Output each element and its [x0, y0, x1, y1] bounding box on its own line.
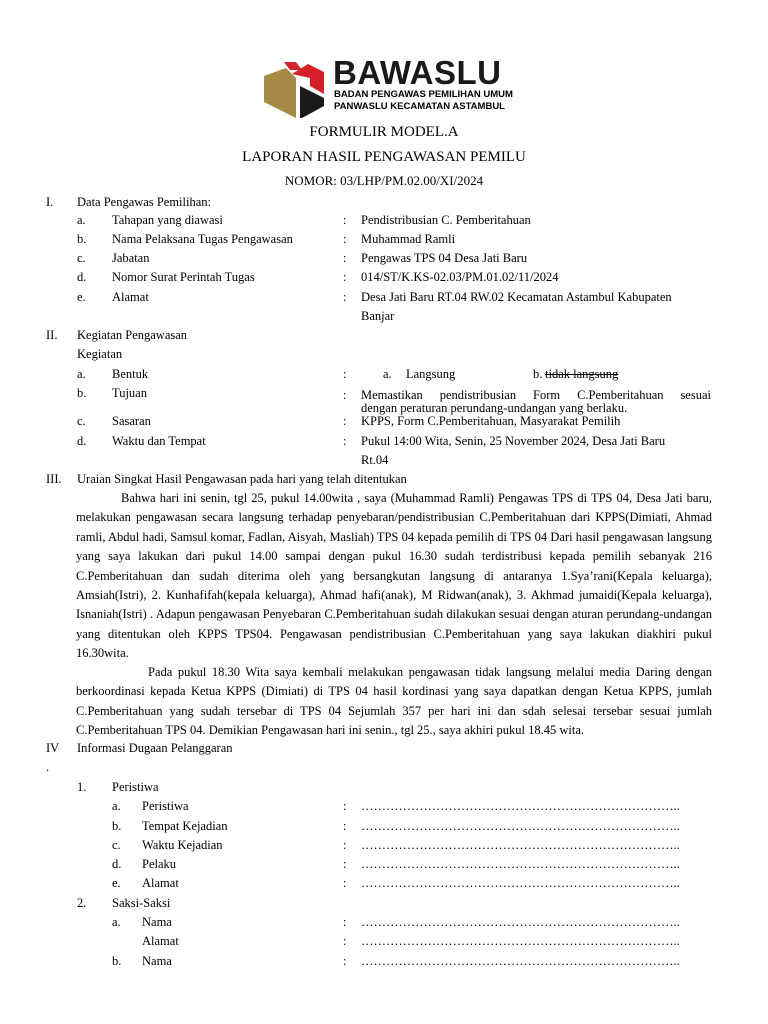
row-value: Desa Jati Baru RT.04 RW.02 Kecamatan Astambul Kabupaten: [361, 290, 672, 304]
row-value: Muhammad Ramli: [361, 232, 456, 246]
row-letter: a.: [112, 799, 121, 813]
row-label: Pelaku: [142, 857, 177, 871]
subsection-title: Saksi-Saksi: [112, 896, 171, 910]
report-number: NOMOR: 03/LHP/PM.02.00/XI/2024: [284, 173, 484, 188]
subsection-number: 2.: [77, 896, 87, 910]
row-letter: e.: [112, 876, 121, 890]
row-label: Tempat Kejadian: [142, 819, 228, 833]
row-value: Memastikan pendistribusian Form C.Pemberitahuan sesuai: [361, 388, 711, 402]
section-2-subtitle: Kegiatan: [77, 347, 123, 361]
colon: :: [343, 213, 347, 227]
option-b-letter: b.: [533, 367, 543, 381]
paragraph-1: Bahwa hari ini senin, tgl 25, pukul 14.00wita , saya (Muhammad Ramli) Pengawas TPS di TPS 04, Desa Jati baru, melakukan pengawasan secara langsung terhadap penyebaran/pendistribusian C.Pemberitahuan dari KPPS(Dimiati, Ahmad ramli, Abdul hadi, Samsul komar, Fadlan, Aisyah, Masliah) TPS 04 kepada pemilih di TPS 04 Dari hasil pengawasan langsung yang saya lakukan dari pukul 14.00 sampai dengan pukul 16.30 sudah terdistribusi kepada pemilih sebanyak 216 C.Pemberitahuan dan sudah diterima oleh yang bersangkutan langsung di antaranya 1.Sya’rani(Kepala keluarga), Amsiah(Istri), 2. Kunhafifah(kepala keluarga), Ahmad hafi(anak), M Ridwan(anak), 3. Akhmad jumaidi(Kepala keluarga), Isnaniah(Istri) . Adapun pengawasan Penyebaran C.Pemberitahuan sudah dilakukan sesuai dengan aturan perundang-undangan yang ditentukan oleh KPPS TPS04. Pengawasan pendistribusian C.Pemberitahuan yang saya lakukan diakhiri pukul 16.30wita.: [76, 491, 712, 661]
row-value: Pengawas TPS 04 Desa Jati Baru: [361, 251, 528, 265]
row-label: Alamat: [112, 290, 149, 304]
option-b-label: tidak langsung: [545, 367, 619, 381]
row-value: KPPS, Form C.Pemberitahuan, Masyarakat Pemilih: [361, 414, 621, 428]
row-label: Tahapan yang diawasi: [112, 213, 223, 227]
blank-field: …………………………………………………………………..: [361, 934, 680, 948]
section-1-title: Data Pengawas Pemilihan:: [77, 195, 211, 209]
colon: :: [343, 857, 347, 871]
row-letter: a.: [112, 915, 121, 929]
option-a-letter: a.: [383, 367, 392, 381]
subsection-number: 1.: [77, 780, 87, 794]
row-value: Pukul 14:00 Wita, Senin, 25 November 2024, Desa Jati Baru: [361, 434, 666, 448]
section-4-number: IV: [46, 741, 60, 755]
section-3-title: Uraian Singkat Hasil Pengawasan pada hari yang telah ditentukan: [77, 472, 407, 486]
row-letter: a.: [77, 213, 86, 227]
row-letter: d.: [77, 270, 87, 284]
blank-field: …………………………………………………………………..: [361, 819, 680, 833]
colon: :: [343, 434, 347, 448]
row-label: Waktu Kejadian: [142, 838, 223, 852]
row-letter: d.: [77, 434, 87, 448]
row-letter: d.: [112, 857, 122, 871]
row-value: Pendistribusian C. Pemberitahuan: [361, 213, 531, 227]
section-4-number-dot: .: [46, 760, 50, 774]
row-label: Nomor Surat Perintah Tugas: [112, 270, 255, 284]
option-a-label: Langsung: [406, 367, 456, 381]
row-letter: a.: [77, 367, 86, 381]
row-letter: e.: [77, 290, 86, 304]
row-letter: b.: [112, 819, 122, 833]
colon: :: [343, 414, 347, 428]
row-value-cont: Rt.04: [361, 453, 389, 467]
colon: :: [343, 367, 347, 381]
bawaslu-logo-icon: [262, 58, 328, 120]
colon: :: [343, 388, 347, 402]
row-letter: c.: [77, 414, 86, 428]
row-value-cont: Banjar: [361, 309, 395, 323]
form-title: FORMULIR MODEL.A: [309, 124, 459, 140]
row-label: Alamat: [142, 934, 179, 948]
row-letter: b.: [77, 232, 87, 246]
section-3-number: III.: [46, 472, 62, 486]
logo-title: BAWASLU: [333, 54, 502, 91]
row-value-cont: dengan peraturan perundang-undangan yang berlaku.: [361, 401, 628, 415]
row-letter: c.: [112, 838, 121, 852]
row-label: Nama Pelaksana Tugas Pengawasan: [112, 232, 293, 246]
section-1-number: I.: [46, 195, 54, 209]
blank-field: …………………………………………………………………..: [361, 799, 680, 813]
blank-field: …………………………………………………………………..: [361, 857, 680, 871]
row-label: Alamat: [142, 876, 179, 890]
colon: :: [343, 915, 347, 929]
blank-field: …………………………………………………………………..: [361, 876, 680, 890]
row-label: Peristiwa: [142, 799, 189, 813]
colon: :: [343, 251, 347, 265]
row-label: Sasaran: [112, 414, 151, 428]
logo-subtitle-2: PANWASLU KECAMATAN ASTAMBUL: [334, 101, 505, 112]
colon: :: [343, 819, 347, 833]
report-title: LAPORAN HASIL PENGAWASAN PEMILU: [242, 149, 526, 165]
blank-field: …………………………………………………………………..: [361, 954, 680, 968]
colon: :: [343, 270, 347, 284]
row-label: Waktu dan Tempat: [112, 434, 206, 448]
section-4-title: Informasi Dugaan Pelanggaran: [77, 741, 233, 755]
row-label: Nama: [142, 954, 172, 968]
row-label: Tujuan: [112, 386, 147, 400]
colon: :: [343, 290, 347, 304]
colon: :: [343, 799, 347, 813]
colon: :: [343, 876, 347, 890]
blank-field: …………………………………………………………………..: [361, 915, 680, 929]
blank-field: …………………………………………………………………..: [361, 838, 680, 852]
row-label: Nama: [142, 915, 172, 929]
logo-subtitle-1: BADAN PENGAWAS PEMILIHAN UMUM: [334, 89, 513, 100]
row-letter: b.: [77, 386, 87, 400]
row-letter: c.: [77, 251, 86, 265]
colon: :: [343, 838, 347, 852]
row-label: Jabatan: [112, 251, 150, 265]
paragraph-2: Pada pukul 18.30 Wita saya kembali melakukan pengawasan tidak langsung melalui media Daring dengan berkoordinasi kepada Ketua KPPS (Dimiati) di TPS 04 hasil kordinasi yang saya dapatkan dengan Ketua KPPS, jumlah C.Pemberitahuan yang sudah tersebar di TPS 04 Sejumlah 357 per hari ini dan sdah selesai tersebar sesuai jumlah C.Pemberitahuan TPS 04. Demikian Pengawasan hari ini senin., tgl 25., saya akhiri pukul 18.45 wita.: [76, 665, 712, 738]
row-letter: b.: [112, 954, 122, 968]
section-2-number: II.: [46, 328, 58, 342]
row-label: Bentuk: [112, 367, 149, 381]
colon: :: [343, 232, 347, 246]
section-2-title: Kegiatan Pengawasan: [77, 328, 188, 342]
row-value: 014/ST/K.KS-02.03/PM.01.02/11/2024: [361, 270, 559, 284]
colon: :: [343, 934, 347, 948]
subsection-title: Peristiwa: [112, 780, 159, 794]
colon: :: [343, 954, 347, 968]
